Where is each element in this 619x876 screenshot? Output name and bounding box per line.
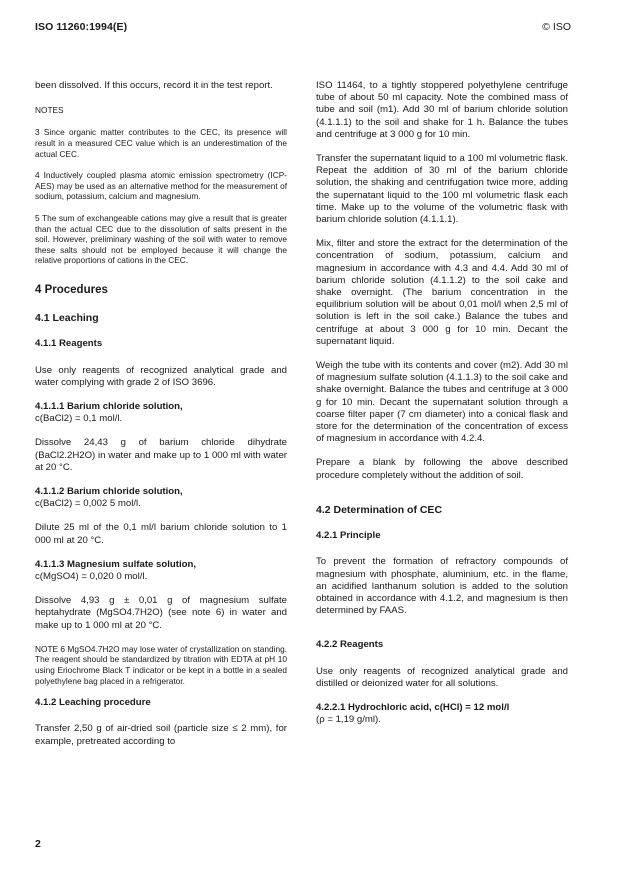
reagents-text: Use only reagents of recognized analytical grade and water complying with grade 2 of ISO 3696.: [35, 364, 287, 388]
principle-text: To prevent the formation of refractory compounds of magnesium with phosphate, aluminium, etc. in the flame, an acidified lanthanum solution is added to the solution obtained in accordance with 4.1.2, and magnesium is then determined by FAAS.: [316, 556, 568, 617]
note-3: 3 Since organic matter contributes to the CEC, its presence will result in a measured CEC value which is an underestimation of the actual CEC.: [35, 127, 287, 159]
formula-4-2-2-1: (ρ = 1,19 g/ml).: [316, 714, 381, 726]
text-4-1-1-3: Dissolve 4,93 g ± 0,01 g of magnesium sulfate heptahydrate (MgSO4.7H2O) (see note 6) in water and make up to 1 000 ml at 20 °C.: [35, 595, 287, 631]
section-4-1-heading: 4.1 Leaching: [35, 312, 99, 325]
reagents-cec-text: Use only reagents of recognized analytical grade and distilled or deionized water for all solutions.: [316, 665, 568, 689]
section-4-1-1-heading: 4.1.1 Reagents: [35, 338, 103, 350]
formula-4-1-1-2: c(BaCl2) = 0,002 5 mol/l.: [35, 498, 141, 510]
section-4-heading: 4 Procedures: [35, 283, 108, 296]
header-standard: ISO 11260:1994(E): [35, 21, 128, 33]
section-4-2-2-heading: 4.2.2 Reagents: [316, 639, 384, 651]
leach-text-4: Weigh the tube with its contents and cover (m2). Add 30 ml of magnesium sulfate solution (4.1.1.3) to the soil cake and shake overnight. Balance the tubes and centrifuge at 3 000 g for 10 min. Decant the supernatant solution through a coarse filter paper (7 cm diameter) into a conical flask and store for the determination of the concentration of excess of magnesium in accordance with 4.2.4.: [316, 360, 568, 445]
leach-text-3: Mix, filter and store the extract for the determination of the concentration of sodium, potassium, calcium and magnesium in accordance with 4.3 and 4.4. Add 30 ml of barium chloride solution (4.1.1.2) to the soil cake and shake overnight. (The barium concentration in the equilibrium solution will be about 0,01 mol/l when 2,5 ml of solution is left in the soil cake.) Balance the tubes and centrifuge at about 3 000 g for 10 min. Decant the supernatant liquid.: [316, 238, 568, 347]
text-4-1-1-2: Dilute 25 ml of the 0,1 ml/l barium chloride solution to 1 000 ml at 20 °C.: [35, 522, 287, 546]
leach-text-2: Transfer the supernatant liquid to a 100 ml volumetric flask. Repeat the addition of 30 ml of the barium chloride solution, the shaking and centrifugation twice more, adding the supernatant liquid to the 100 ml volumetric flask each time. Make up to the volume of the volumetric flask with barium chloride solution (4.1.1.1).: [316, 153, 568, 226]
left-column: [35, 80, 287, 760]
notes-label: NOTES: [35, 105, 64, 116]
page-number: 2: [35, 838, 41, 850]
formula-4-1-1-3: c(MgSO4) = 0,020 0 mol/l.: [35, 570, 148, 582]
note-4: 4 Inductively coupled plasma atomic emission spectrometry (ICP-AES) may be used as an alternative method for the measurement of sodium, potassium, calcium and magnesium.: [35, 170, 287, 202]
note-6: NOTE 6 MgSO4.7H2O may lose water of crystallization on standing. The reagent should be standardized by titration with EDTA at pH 10 using Eriochrome Black T indicator or be kept in a bottle in a sealed polyethylene bag placed in a refrigerator.: [35, 643, 287, 686]
formula-4-1-1-1: c(BaCl2) = 0,1 mol/l.: [35, 413, 123, 425]
section-4-2-1-heading: 4.2.1 Principle: [316, 530, 381, 542]
section-4-1-2-heading: 4.1.2 Leaching procedure: [35, 697, 151, 709]
right-column: [316, 80, 568, 738]
section-4-1-1-2-heading: 4.1.1.2 Barium chloride solution,: [35, 485, 183, 497]
section-4-1-1-3-heading: 4.1.1.3 Magnesium sulfate solution,: [35, 558, 196, 570]
intro-text: been dissolved. If this occurs, record it in the test report.: [35, 80, 273, 91]
section-4-1-1-1-heading: 4.1.1.1 Barium chloride solution,: [35, 400, 183, 412]
leach-text-1: ISO 11464, to a tightly stoppered polyethylene centrifuge tube of about 50 ml capacity. Note the combined mass of tube and soil (m1). Add 30 ml of barium chloride solution (4.1.1.1) to the soil and shake for 1 h. Balance the tubes and centrifuge at 3 000 g for 10 min.: [316, 80, 568, 140]
note-5: 5 The sum of exchangeable cations may give a result that is greater than the actual CEC due to the dissolution of salts present in the soil. However, preliminary washing of the soil with water to remove these salts should not be employed because it will change the relative proportions of cations in the CEC.: [35, 212, 287, 266]
header-copyright: © ISO: [542, 21, 571, 33]
text-4-1-1-1: Dissolve 24,43 g of barium chloride dihydrate (BaCl2.2H2O) in water and make up to 1 000 ml with water at 20 °C.: [35, 437, 287, 473]
text-4-1-2: Transfer 2,50 g of air-dried soil (particle size ≤ 2 mm), for example, pretreated according to: [35, 723, 287, 747]
blank-text: Prepare a blank by following the above described procedure completely without the addition of soil.: [316, 457, 568, 481]
section-4-2-2-1-heading: 4.2.2.1 Hydrochloric acid, c(HCl) = 12 mol/l: [316, 701, 510, 713]
section-4-2-heading: 4.2 Determination of CEC: [316, 503, 443, 516]
